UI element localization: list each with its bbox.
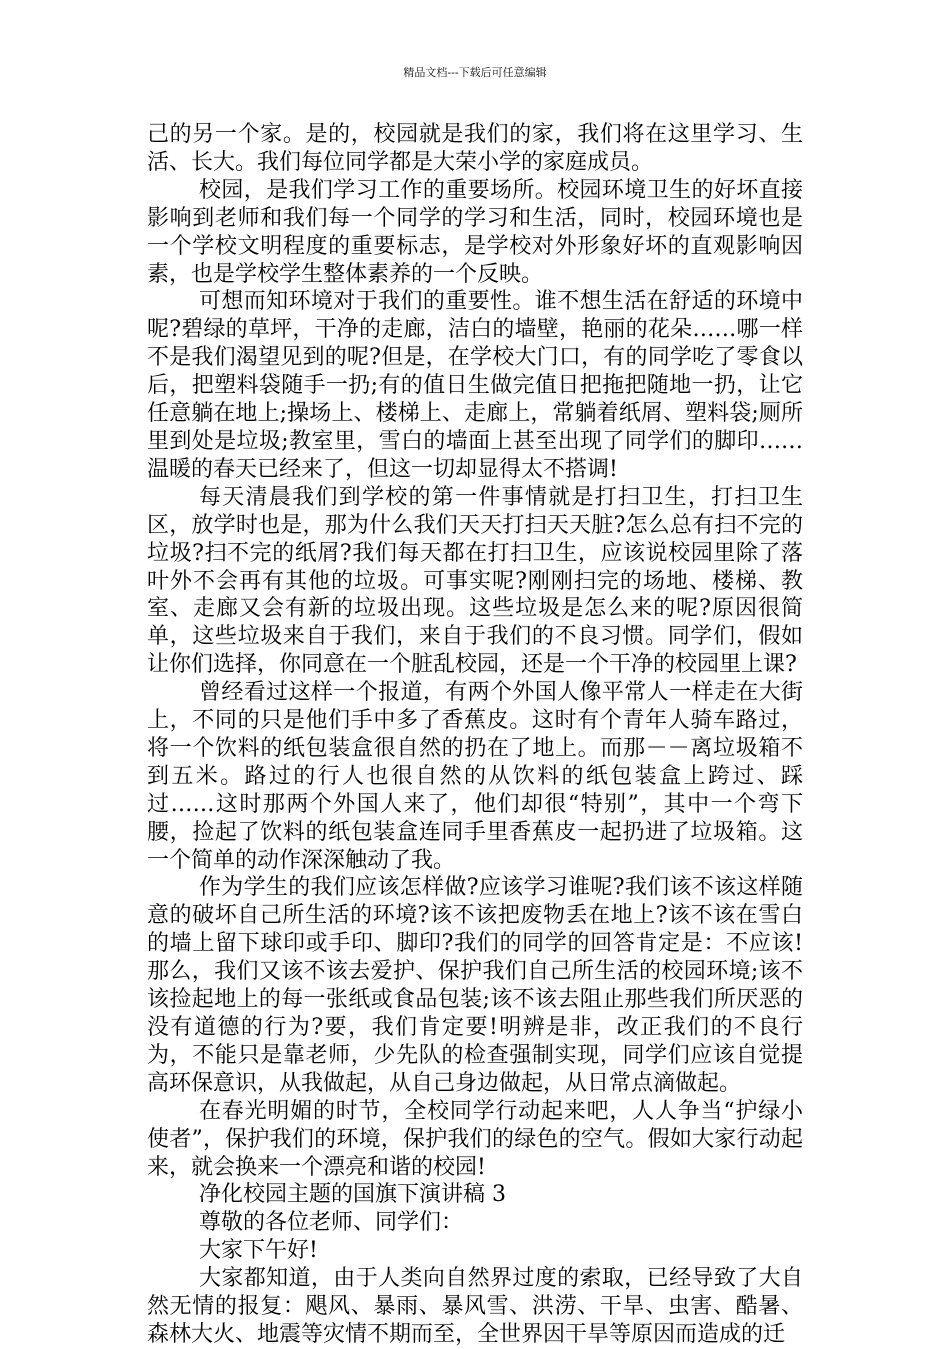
- salutation: 尊敬的各位老师、同学们：: [199, 1210, 464, 1236]
- page-header: 精品文档---下载后可任意编辑: [403, 66, 547, 79]
- paragraph: 己的另一个家。是的，校园就是我们的家，我们将在这里学习、生活、长大。我们每位同学都是大荣小学的家庭成员。: [147, 122, 803, 175]
- paragraph: 曾经看过这样一个报道，有两个外国人像平常人一样走在大街上，不同的只是他们手中多了香蕉皮。这时有个青年人骑车路过，将一个饮料的纸包装盒很自然的扔在了地上。而那－－离垃圾箱不到五米。路过的行人也很自然的从饮料的纸包装盒上跨过、踩过……这时那两个外国人来了，他们却很“特别”，其中一个弯下腰，捡起了饮料的纸包装盒连同手里香蕉皮一起扔进了垃圾箱。这一个简单的动作深深触动了我。: [147, 680, 803, 873]
- document-body: [147, 121, 803, 1349]
- section-title: 净化校园主题的国旗下演讲稿 3: [199, 1182, 506, 1208]
- paragraph: 作为学生的我们应该怎样做?应该学习谁呢?我们该不该这样随意的破坏自己所生活的环境?该不该把废物丢在地上?该不该在雪白的墙上留下球印或手印、脚印?我们的同学的回答肯定是：不应该!那么，我们又该不该去爱护、保护我们自己所生活的校园环境;该不该捡起地上的每一张纸或食品包装;该不该去阻止那些我们所厌恶的没有道德的行为?要，我们肯定要!明辨是非，改正我们的不良行为，不能只是靠老师，少先队的检查强制实现，同学们应该自觉提高环保意识，从我做起，从自己身边做起，从日常点滴做起。: [147, 875, 803, 1096]
- paragraph: 每天清晨我们到学校的第一件事情就是打扫卫生，打扫卫生区，放学时也是，那为什么我们天天打扫天天脏?怎么总有扫不完的垃圾?扫不完的纸屑?我们每天都在打扫卫生，应该说校园里除了落叶外不会再有其他的垃圾。可事实呢?刚刚扫完的场地、楼梯、教室、走廊又会有新的垃圾出现。这些垃圾是怎么来的呢?原因很简单，这些垃圾来自于我们，来自于我们的不良习惯。同学们，假如让你们选择，你同意在一个脏乱校园，还是一个干净的校园里上课?: [147, 484, 803, 678]
- paragraph: 大家都知道，由于人类向自然界过度的索取，已经导致了大自然无情的报复：飓风、暴雨、暴风雪、洪涝、干旱、虫害、酷暑、森林大火、地震等灾情不期而至，全世界因干旱等原因而造成的迁: [147, 1266, 803, 1347]
- paragraph: 校园，是我们学习工作的重要场所。校园环境卫生的好坏直接影响到老师和我们每一个同学的学习和生活，同时，校园环境也是一个学校文明程度的重要标志，是学校对外形象好坏的直观影响因素，也是学校学生整体素养的一个反映。: [147, 177, 803, 287]
- paragraph: 在春光明媚的时节，全校同学行动起来吧，人人争当“护绿小使者”，保护我们的环境，保护我们的绿色的空气。假如大家行动起来，就会换来一个漂亮和谐的校园!: [147, 1098, 803, 1180]
- greeting: 大家下午好!: [199, 1238, 318, 1264]
- paragraph: 可想而知环境对于我们的重要性。谁不想生活在舒适的环境中呢?碧绿的草坪，干净的走廊，洁白的墙壁，艳丽的花朵……哪一样不是我们渴望见到的呢?但是，在学校大门口，有的同学吃了零食以后，把塑料袋随手一扔;有的值日生做完值日把拖把随地一扔，让它任意躺在地上;操场上、楼梯上、走廊上，常躺着纸屑、塑料袋;厕所里到处是垃圾;教室里，雪白的墙面上甚至出现了同学们的脚印……温暖的春天已经来了，但这一切却显得太不搭调!: [147, 289, 803, 482]
